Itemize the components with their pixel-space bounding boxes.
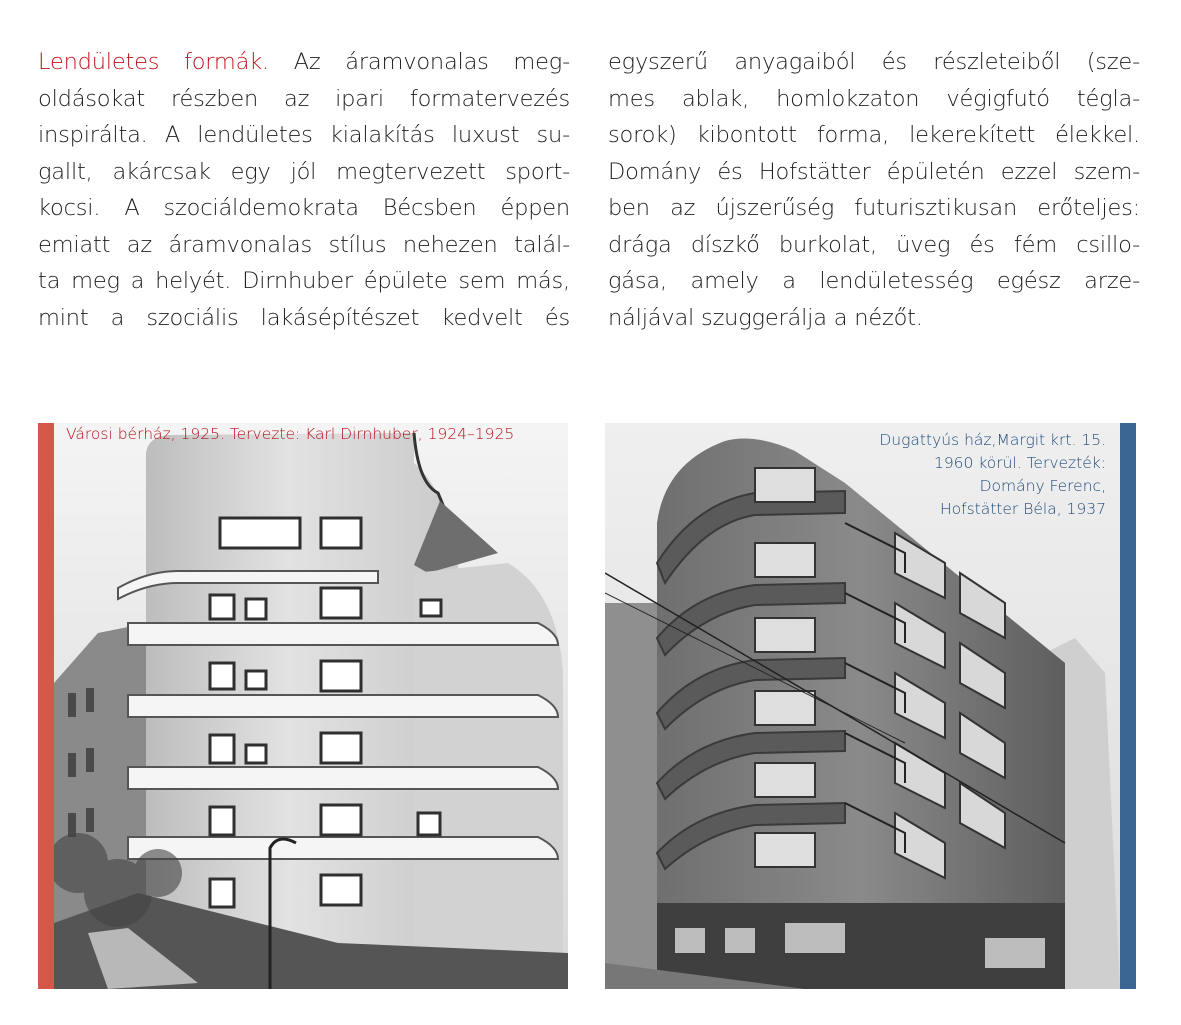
text-line: drága díszkő burkolat, üveg és fém csillo- bbox=[608, 231, 1140, 258]
caption-line: Domány Ferenc, bbox=[979, 477, 1106, 495]
text-line: inspirálta. A lendületes kialakítás luxust su- bbox=[38, 122, 570, 148]
text-line: náljával szuggerálja a nézőt. bbox=[608, 304, 923, 331]
text-line: egyszerű anyagaiból és részleteiből (sze- bbox=[608, 49, 1140, 75]
figure-dirnhuber-building bbox=[38, 423, 568, 989]
text-line: ben az újszerűség futurisztikusan erőteljes: bbox=[608, 195, 1140, 221]
caption-left: Városi bérház, 1925. Tervezte: Karl Dirnhuber, 1924–1925 bbox=[66, 425, 515, 443]
left-text-column bbox=[38, 44, 570, 336]
accent-bar-blue bbox=[1120, 423, 1136, 989]
text-line: sorok) kibontott forma, lekerekített élekkel. bbox=[608, 122, 1140, 148]
text-line: mint a szociális lakásépítészet kedvelt és bbox=[38, 304, 570, 331]
text-line: gallt, akárcsak egy jól megtervezett sport- bbox=[38, 158, 570, 185]
text-line: Lendületes formák. Az áramvonalas meg- bbox=[38, 49, 570, 75]
right-text-column bbox=[608, 44, 1140, 336]
caption-line: Dugattyús ház,Margit krt. 15. bbox=[879, 431, 1106, 449]
text-line: kocsi. A szociáldemokrata Bécsben éppen bbox=[38, 195, 570, 221]
text-line: ta meg a helyét. Dirnhuber épülete sem más, bbox=[38, 268, 570, 294]
text-line: gása, amely a lendületesség egész arze- bbox=[608, 268, 1140, 294]
text-line: mes ablak, homlokzaton végigfutó tégla- bbox=[608, 85, 1140, 112]
section-lead: Lendületes formák. bbox=[38, 49, 270, 75]
figure-dugattyus-haz bbox=[605, 423, 1136, 989]
text-line: Domány és Hofstätter épületén ezzel szem- bbox=[608, 158, 1140, 185]
photo-dirnhuber-building bbox=[38, 423, 568, 989]
caption-line: Hofstätter Béla, 1937 bbox=[939, 500, 1106, 518]
caption-right bbox=[879, 429, 1106, 521]
text-line: emiatt az áramvonalas stílus nehezen talál- bbox=[38, 231, 570, 258]
text-line: oldásokat részben az ipari formatervezés bbox=[38, 85, 570, 112]
caption-line: 1960 körül. Tervezték: bbox=[933, 454, 1106, 472]
accent-bar-red bbox=[38, 423, 54, 989]
